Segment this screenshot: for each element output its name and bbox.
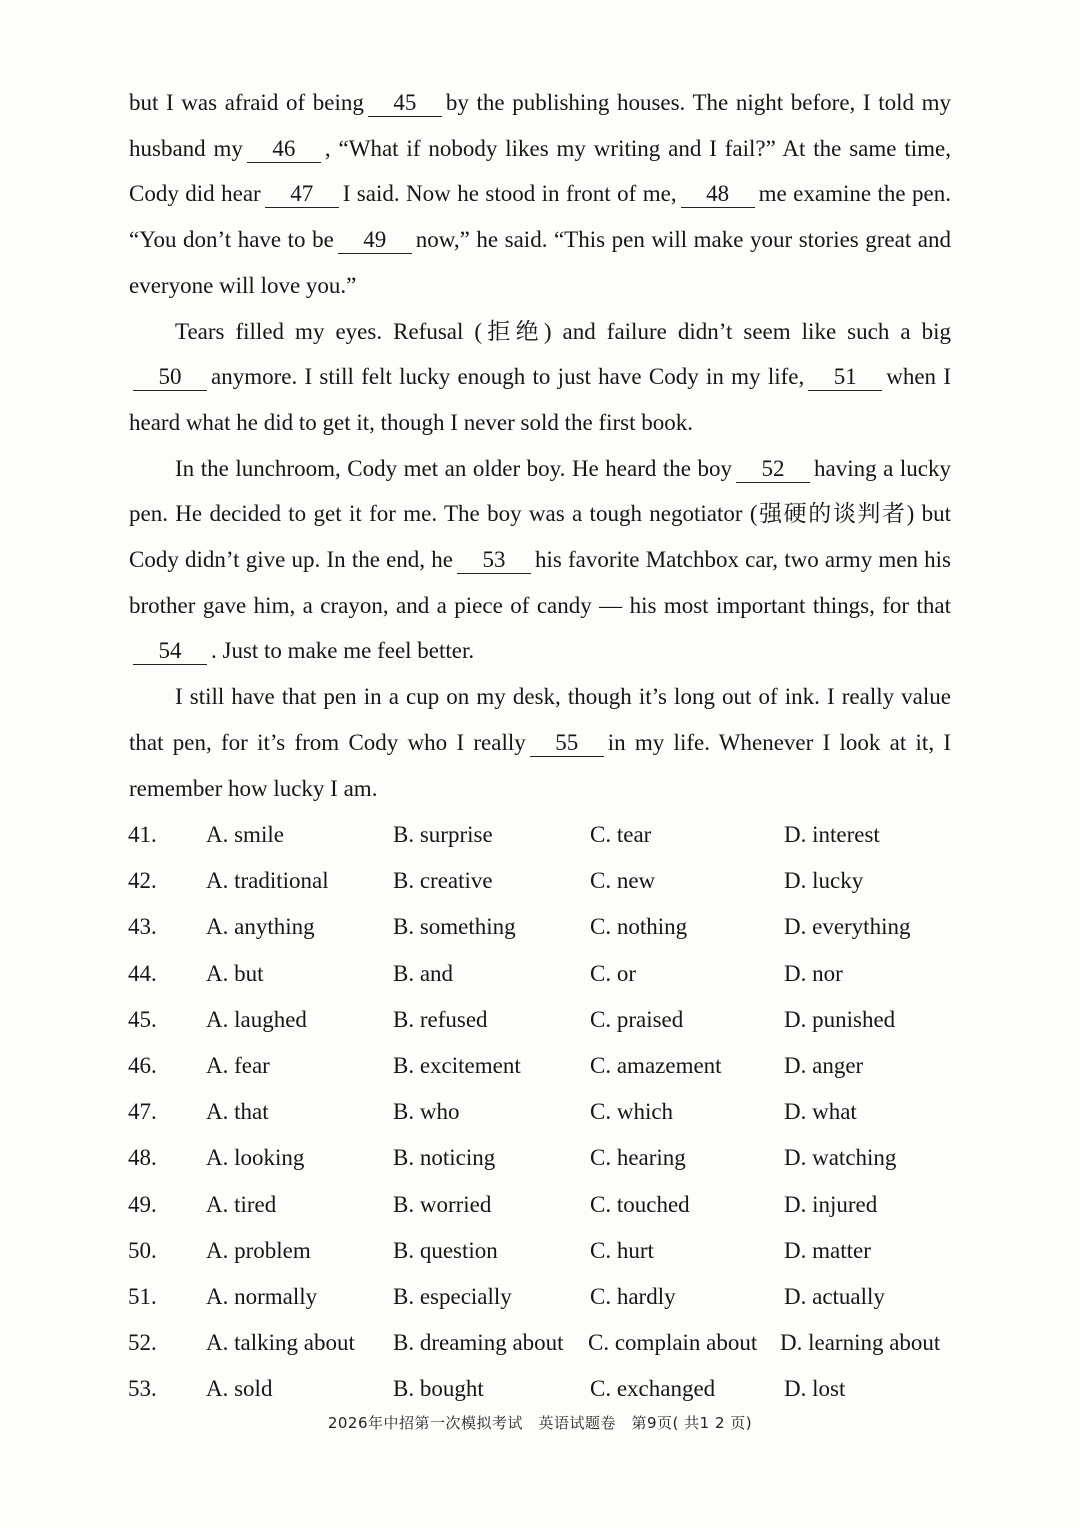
- blank-48: 48: [681, 181, 755, 208]
- passage-text: when I heard what he did to get it, though I never sold the first book.: [129, 364, 951, 435]
- paragraph-3: [129, 446, 951, 675]
- option-d: D. lucky: [784, 868, 864, 894]
- paragraph-1: [129, 80, 951, 309]
- option-c: C. hearing: [590, 1145, 686, 1171]
- option-c: C. nothing: [590, 914, 688, 940]
- passage-text: having a lucky pen. He decided to get it for me. The boy was a tough negotiator (强硬的谈判者) but Cody didn’t give up. In the end, he: [129, 455, 952, 573]
- question-51-row: [128, 1274, 958, 1320]
- option-b: B. creative: [393, 868, 493, 894]
- question-41-row: [128, 812, 958, 858]
- option-d: D. punished: [784, 1006, 896, 1032]
- blank-46: 46: [247, 136, 321, 163]
- option-d: D. what: [784, 1099, 857, 1125]
- blank-54: 54: [133, 638, 207, 665]
- passage-text: I said. Now he stood in front of me,: [342, 181, 677, 207]
- blank-50: 50: [133, 364, 207, 391]
- option-b: B. noticing: [393, 1145, 496, 1171]
- option-c: C. hardly: [590, 1283, 676, 1309]
- option-c: C. or: [590, 960, 636, 986]
- blank-55: 55: [530, 730, 604, 757]
- question-number: 48.: [128, 1145, 157, 1171]
- question-number: 52.: [128, 1330, 157, 1356]
- option-a: A. that: [206, 1099, 269, 1125]
- answer-options: [128, 812, 958, 1412]
- question-number: 50.: [128, 1237, 157, 1263]
- passage-text: In the lunchroom, Cody met an older boy. He heard the boy: [175, 455, 733, 481]
- option-d: D. nor: [784, 960, 843, 986]
- question-number: 42.: [128, 868, 157, 894]
- option-c: C. exchanged: [590, 1376, 716, 1402]
- option-a: A. fear: [206, 1052, 270, 1078]
- question-number: 46.: [128, 1052, 157, 1078]
- option-a: A. normally: [206, 1283, 318, 1309]
- question-number: 43.: [128, 914, 157, 940]
- passage-text: I still have that pen in a cup on my desk, though it’s long out of ink. I really value that pen, for it’s from Cody who I really: [129, 684, 951, 755]
- option-d: D. injured: [784, 1191, 878, 1217]
- blank-52: 52: [736, 456, 810, 483]
- passage-text: now,” he said. “This pen will make your stories great and everyone will love you.”: [129, 227, 951, 298]
- option-a: A. laughed: [206, 1006, 307, 1032]
- option-c: C. new: [590, 868, 656, 894]
- passage-text: . Just to make me feel better.: [211, 638, 475, 664]
- option-b: B. refused: [393, 1006, 488, 1032]
- passage-text: but I was afraid of being: [129, 90, 364, 115]
- passage-text: his favorite Matchbox car, two army men his brother gave him, a crayon, and a piece of candy — his most important things, for that: [129, 547, 952, 618]
- option-b: B. bought: [393, 1376, 484, 1402]
- reading-passage: [129, 80, 951, 811]
- question-44-row: [128, 951, 958, 997]
- option-d: D. watching: [784, 1145, 897, 1171]
- blank-51: 51: [808, 364, 882, 391]
- question-number: 47.: [128, 1099, 157, 1125]
- option-a: A. tired: [206, 1191, 277, 1217]
- question-47-row: [128, 1089, 958, 1135]
- option-c: C. complain about: [588, 1330, 758, 1356]
- passage-text: by the publishing houses. The night before, I told my husband my: [129, 90, 951, 161]
- option-b: B. worried: [393, 1191, 492, 1217]
- option-b: B. surprise: [393, 822, 493, 847]
- question-53-row: [128, 1366, 958, 1412]
- option-c: C. which: [590, 1099, 674, 1125]
- blank-53: 53: [457, 547, 531, 574]
- question-52-row: [128, 1320, 958, 1366]
- paragraph-2: [129, 309, 951, 446]
- blank-45: 45: [368, 90, 442, 117]
- option-d: D. actually: [784, 1283, 885, 1309]
- option-c: C. hurt: [590, 1237, 654, 1263]
- question-number: 45.: [128, 1006, 157, 1032]
- blank-49: 49: [338, 227, 412, 254]
- passage-text: in my life. Whenever I look at it, I remember how lucky I am.: [129, 729, 951, 801]
- question-50-row: [128, 1228, 958, 1274]
- option-b: B. question: [393, 1237, 498, 1263]
- question-46-row: [128, 1043, 958, 1089]
- option-b: B. dreaming about: [393, 1330, 564, 1356]
- blank-47: 47: [265, 181, 339, 208]
- option-d: D. matter: [784, 1237, 871, 1263]
- option-c: C. praised: [590, 1006, 684, 1032]
- option-c: C. touched: [590, 1191, 690, 1217]
- question-48-row: [128, 1135, 958, 1181]
- option-d: D. lost: [784, 1376, 846, 1402]
- option-a: A. but: [206, 960, 264, 986]
- option-a: A. sold: [206, 1376, 273, 1402]
- option-a: A. traditional: [206, 868, 329, 894]
- option-d: D. everything: [784, 914, 911, 940]
- passage-text: Tears filled my eyes. Refusal (拒绝) and failure didn’t seem like such a big: [175, 318, 951, 344]
- option-b: B. especially: [393, 1283, 512, 1309]
- option-b: B. excitement: [393, 1052, 521, 1078]
- question-number: 41.: [128, 822, 157, 847]
- passage-text: me examine the pen. “You don’t have to be: [129, 181, 952, 253]
- option-a: A. anything: [206, 914, 315, 940]
- question-42-row: [128, 858, 958, 904]
- question-43-row: [128, 904, 958, 950]
- question-45-row: [128, 997, 958, 1043]
- option-a: A. smile: [206, 822, 284, 847]
- option-a: A. talking about: [206, 1330, 355, 1356]
- question-number: 44.: [128, 960, 157, 986]
- option-d: D. anger: [784, 1052, 864, 1078]
- question-number: 53.: [128, 1376, 157, 1402]
- option-a: A. looking: [206, 1145, 305, 1171]
- option-a: A. problem: [206, 1237, 311, 1263]
- option-b: B. who: [393, 1099, 460, 1125]
- passage-text: anymore. I still felt lucky enough to just have Cody in my life,: [211, 364, 805, 390]
- option-d: D. interest: [784, 822, 880, 847]
- paragraph-4: [129, 674, 951, 811]
- passage-text: , “What if nobody likes my writing and I fail?” At the same time, Cody did hear: [129, 135, 951, 207]
- question-number: 51.: [128, 1283, 157, 1309]
- question-49-row: [128, 1182, 958, 1228]
- option-d: D. learning about: [780, 1330, 941, 1356]
- question-number: 49.: [128, 1191, 157, 1217]
- option-c: C. amazement: [590, 1052, 722, 1078]
- option-b: B. and: [393, 960, 454, 986]
- option-b: B. something: [393, 914, 516, 940]
- page-footer: 2026年中招第一次模拟考试 英语试题卷 第9页( 共1 2 页): [327, 1414, 753, 1432]
- option-c: C. tear: [590, 822, 652, 847]
